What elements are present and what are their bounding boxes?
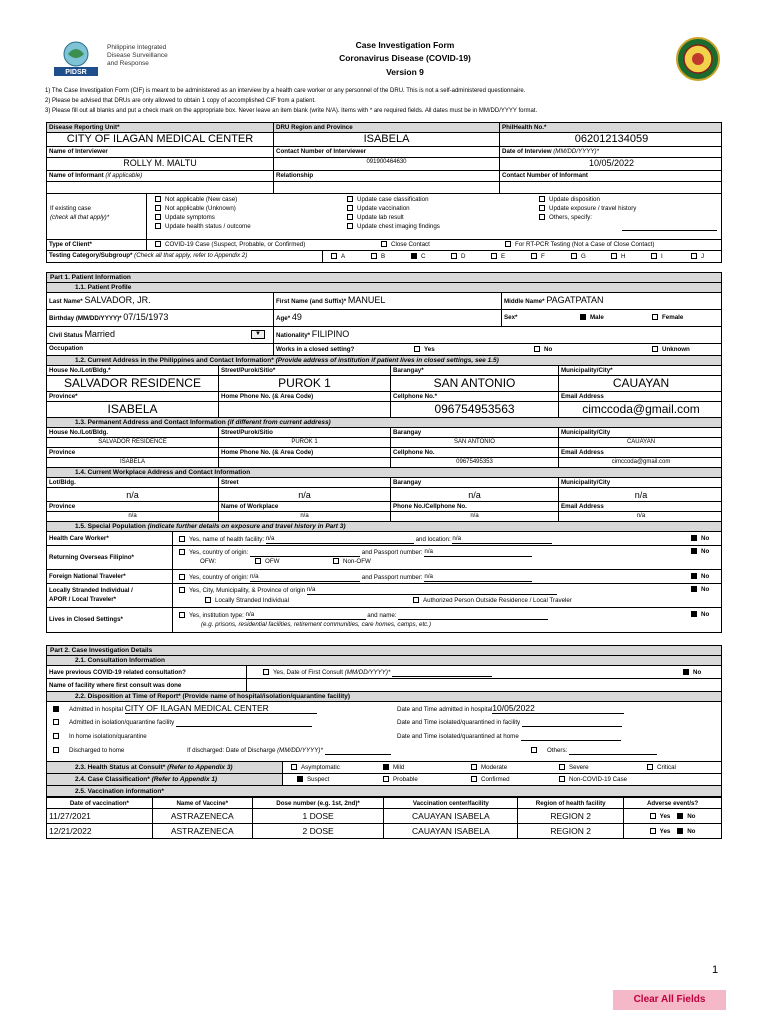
w-street-label: Street bbox=[221, 479, 239, 486]
bday-row: Birthday (MM/DD/YYYY)* 07/15/1973 Age* 49 Sex* Male Female bbox=[46, 310, 722, 327]
contact-field[interactable]: 091900464630 bbox=[366, 159, 407, 165]
chk-closed-set-no[interactable] bbox=[691, 611, 697, 617]
w-muni-field[interactable]: n/a bbox=[634, 490, 648, 500]
interviewer-label-row bbox=[46, 147, 722, 158]
case-class-row: 2.4. Case Classification* (Refer to Appendix 1) Suspect Probable Confirmed Non-COVID-19 Case bbox=[46, 774, 722, 786]
chk-test-i[interactable] bbox=[651, 253, 657, 259]
lsi-label-2: APOR / Local Traveler* bbox=[49, 596, 117, 603]
chk-confirmed[interactable] bbox=[471, 776, 477, 782]
prev-consult-row: Have previous COVID-19 related consultation? Yes, Date of First Consult (MM/DD/YYYY)* No bbox=[46, 666, 722, 679]
interviewer-value-row bbox=[46, 158, 722, 171]
interviewer-label: Name of Interviewer bbox=[49, 148, 108, 155]
interviewer-field[interactable]: ROLLY M. MALTU bbox=[123, 158, 197, 168]
informant-note: (if applicable) bbox=[105, 172, 143, 179]
vax-header: Region of health facility bbox=[518, 798, 624, 809]
occupation-label: Occupation bbox=[49, 345, 84, 352]
vax-header: Vaccination center/facility bbox=[384, 798, 518, 809]
s23-note: (Refer to Appendix 3) bbox=[167, 764, 233, 771]
brgy-label: Barangay* bbox=[393, 367, 424, 374]
w-name-label: Name of Workplace bbox=[221, 503, 279, 510]
prov-value-row bbox=[46, 402, 722, 418]
chk-update-vaccination[interactable] bbox=[347, 205, 353, 211]
p-muni-label: Municipality/City bbox=[561, 429, 611, 436]
p-house-field[interactable]: SALVADOR RESIDENCE bbox=[98, 439, 167, 445]
lsi-label-1: Locally Stranded Individual / bbox=[49, 587, 133, 594]
region-field[interactable]: ISABELA bbox=[363, 133, 410, 145]
form-title: Case Investigation Form bbox=[355, 40, 455, 50]
dru-label-row bbox=[46, 122, 722, 133]
note-1: 1) The Case Investigation Form (CIF) is meant to be administered as an interview by a health care worker or any personnel of the DRU. This is not a self-administered questionnaire. bbox=[45, 88, 526, 94]
w-prov-field[interactable]: n/a bbox=[128, 513, 137, 519]
s21-header bbox=[46, 656, 722, 666]
p-prov-label: Province bbox=[49, 449, 76, 456]
prov-field[interactable]: ISABELA bbox=[107, 402, 158, 416]
informant-field[interactable] bbox=[47, 182, 274, 193]
muni-label: Municipality/City* bbox=[561, 367, 613, 374]
closed-settings-example: (e.g. prisons, residential facilities, retirement communities, care homes, camps, etc.) bbox=[201, 621, 432, 628]
w-phone-field[interactable]: n/a bbox=[470, 513, 479, 519]
dt-iso-field[interactable] bbox=[522, 726, 622, 727]
chk-admitted-isolation[interactable] bbox=[53, 719, 59, 725]
w-brgy-field[interactable]: n/a bbox=[468, 490, 481, 500]
p-brgy-label: Barangay bbox=[393, 429, 422, 436]
closed-settings-row: Lives in Closed Settings* Yes, institution type: n/a and name: (e.g. prisons, residential facilities, retirement communities, care homes, camps, etc.) No bbox=[46, 608, 722, 633]
civil-label: Civil Status bbox=[49, 332, 83, 339]
facility-label: Name of facility where first consult was done bbox=[49, 682, 182, 689]
lsi-row: Locally Stranded Individual / APOR / Local Traveler* Yes, City, Municipality, & Province of origin n/a Locally Stranded Individual Authorized Person Outside Residence / Local Traveler No bbox=[46, 584, 722, 608]
vax-header: Name of Vaccine* bbox=[152, 798, 252, 809]
cif-form bbox=[46, 122, 722, 839]
testing-category-row: Testing Category/Subgroup* (Check all that apply, refer to Appendix 2) A B C D E F G H I J bbox=[46, 251, 722, 263]
w-email-label: Email Address bbox=[561, 503, 604, 510]
w-muni-label: Municipality/City bbox=[561, 479, 611, 486]
org-line3: and Response bbox=[107, 60, 149, 67]
chk-fnt-no[interactable] bbox=[691, 573, 697, 579]
chk-critical[interactable] bbox=[647, 764, 653, 770]
vax-region-field[interactable]: REGION 2 bbox=[518, 824, 624, 839]
existing-case-note: (check all that apply)* bbox=[50, 214, 110, 221]
doi-format: (MM/DD/YYYY)* bbox=[553, 148, 599, 155]
chk-test-g[interactable] bbox=[571, 253, 577, 259]
chk-update-symptoms[interactable] bbox=[155, 214, 161, 220]
home-phone-label: Home Phone No. (& Area Code) bbox=[221, 393, 314, 400]
org-name bbox=[107, 44, 168, 68]
p-cell-field[interactable]: 09675495353 bbox=[456, 459, 493, 465]
p-home-label: Home Phone No. (& Area Code) bbox=[221, 449, 314, 456]
bday-label: Birthday (MM/DD/YYYY)* bbox=[49, 315, 122, 322]
hcw-location-field[interactable]: n/a bbox=[452, 534, 552, 544]
addr-label-row bbox=[46, 366, 722, 376]
informant-label-row bbox=[46, 171, 722, 182]
chk-update-disposition[interactable] bbox=[539, 196, 545, 202]
existing-case-row: If existing case (check all that apply)* Not applicable (New case) Not applicable (Unknown) Update symptoms Update health status / outcome Update case classification Update vaccination Update lab result Update chest imaging findings Update disposition Update exposure / travel history Others, specify: bbox=[46, 194, 722, 240]
lsi-origin-field[interactable]: n/a bbox=[307, 585, 557, 595]
nationality-label: Nationality* bbox=[276, 332, 311, 339]
p-email-label: Email Address bbox=[561, 449, 604, 456]
s14-title: 1.4. Current Workplace Address and Contact Information bbox=[75, 469, 251, 476]
facility-row bbox=[46, 679, 722, 692]
chk-ofw[interactable] bbox=[255, 558, 261, 564]
middle-name-label: Middle Name* bbox=[504, 298, 545, 305]
client-type-row: Type of Client* COVID-19 Case (Suspect, Probable, or Confirmed) Close Contact For RT-PCR Testing (Not a Case of Close Contact) bbox=[46, 240, 722, 251]
work-prov-value-row bbox=[46, 512, 722, 522]
work-value-row bbox=[46, 488, 722, 502]
chk-lsi-yes[interactable] bbox=[179, 587, 185, 593]
disposition-block: Admitted in hospital CITY OF ILAGAN MEDICAL CENTER Date and Time admitted in hospital10/05/2022 Admitted in isolation/quarantine facility Date and Time isolated/quarantined in facility In home isolation/quarantine Date and Time isolated/quarantined at home Discharged to home If discharged: Date of Discharge (MM/DD/YYYY)* Others: bbox=[46, 702, 722, 762]
s14-header bbox=[46, 468, 722, 478]
chk-ofw-yes[interactable] bbox=[179, 549, 185, 555]
fnt-row: Foreign National Traveler* Yes, country of origin: n/a and Passport number: n/a No bbox=[46, 570, 722, 584]
perm-prov-value-row bbox=[46, 458, 722, 468]
chk-adverse-no[interactable] bbox=[677, 828, 683, 834]
contact-label: Contact Number of Interviewer bbox=[276, 148, 367, 155]
chk-hcw-yes[interactable] bbox=[179, 536, 185, 542]
facility-field[interactable] bbox=[247, 679, 723, 691]
chk-prev-yes[interactable] bbox=[263, 669, 269, 675]
chk-ofw-no[interactable] bbox=[691, 548, 697, 554]
vax-date-field[interactable]: 12/21/2022 bbox=[47, 824, 153, 839]
doi-field[interactable]: 10/05/2022 bbox=[588, 158, 635, 168]
first-name-field[interactable]: MANUEL bbox=[347, 295, 386, 305]
perm-label-row bbox=[46, 428, 722, 438]
vax-name-field[interactable]: ASTRAZENECA bbox=[152, 809, 252, 824]
w-phone-label: Phone No./Cellphone No. bbox=[393, 503, 467, 510]
chk-update-lab[interactable] bbox=[347, 214, 353, 220]
form-subtitle: Coronavirus Disease (COVID-19) bbox=[339, 53, 471, 63]
name-row bbox=[46, 293, 722, 310]
chk-test-a[interactable] bbox=[331, 253, 337, 259]
chk-others[interactable] bbox=[539, 214, 545, 220]
dru-label: Disease Reporting Unit* bbox=[49, 124, 120, 131]
s24-note: (Refer to Appendix 1) bbox=[151, 776, 218, 783]
p-muni-field[interactable]: CAUAYAN bbox=[626, 439, 656, 445]
chk-male[interactable] bbox=[580, 314, 586, 320]
house-field[interactable]: SALVADOR RESIDENCE bbox=[64, 376, 201, 390]
note-3: 3) Please fill out all blanks and put a check mark on the appropriate box. Never leave an item blank (write N/A). Items with * are required fields. All dates must be in MM/DD/YYYY format. bbox=[45, 108, 538, 114]
chevron-down-icon[interactable]: ▼ bbox=[251, 330, 265, 339]
dt-home-field[interactable] bbox=[521, 740, 621, 741]
chk-rtpcr[interactable] bbox=[505, 241, 511, 247]
chk-test-d[interactable] bbox=[451, 253, 457, 259]
chk-test-b[interactable] bbox=[371, 253, 377, 259]
chk-closed-no[interactable] bbox=[534, 346, 540, 352]
chk-unknown[interactable] bbox=[155, 205, 161, 211]
dt-iso-label: Date and Time isolated/quarantined in facility bbox=[397, 719, 521, 726]
dt-admitted-field[interactable]: 10/05/2022 bbox=[492, 704, 624, 714]
part2-header bbox=[46, 645, 722, 656]
s15-title: 1.5. Special Population bbox=[75, 523, 146, 530]
health-status-row: 2.3. Health Status at Consult* (Refer to Appendix 3) Asymptomatic Mild Moderate Severe Critical bbox=[46, 762, 722, 774]
chk-lsi[interactable] bbox=[205, 597, 211, 603]
chk-asymptomatic[interactable] bbox=[291, 764, 297, 770]
s21-title: 2.1. Consultation Information bbox=[75, 657, 165, 664]
s15-header bbox=[46, 522, 722, 532]
note-2: 2) Please be advised that DRUs are only allowed to obtain 1 copy of accomplished CIF from a patient. bbox=[45, 98, 316, 104]
existing-case-label: If existing case bbox=[50, 205, 91, 212]
chk-admitted-hospital[interactable] bbox=[53, 706, 59, 712]
chk-update-health-status[interactable] bbox=[155, 223, 161, 229]
vax-center-field[interactable]: CAUAYAN ISABELA bbox=[384, 809, 518, 824]
vax-dose-field[interactable]: 1 DOSE bbox=[252, 809, 384, 824]
chk-fnt-yes[interactable] bbox=[179, 574, 185, 580]
chk-female[interactable] bbox=[652, 314, 658, 320]
p-cell-label: Cellphone No. bbox=[393, 449, 435, 456]
p-email-field[interactable]: cimccoda@gmail.com bbox=[611, 459, 671, 465]
p-house-label: House No./Lot/Bldg. bbox=[49, 429, 109, 436]
philhealth-field[interactable]: 062012134059 bbox=[574, 133, 649, 145]
addr-value-row bbox=[46, 376, 722, 392]
w-prov-label: Province bbox=[49, 503, 76, 510]
work-label-row bbox=[46, 478, 722, 488]
vax-adverse: Yes No bbox=[624, 824, 722, 839]
chk-non-ofw[interactable] bbox=[333, 558, 339, 564]
s12-note: (Provide address of institution if patient lives in closed settings, see 1.5) bbox=[275, 357, 499, 364]
region-label: DRU Region and Province bbox=[276, 124, 353, 131]
hcw-row: Health Care Worker* Yes, name of health facility: n/a and location: n/a No bbox=[46, 532, 722, 546]
p-street-field[interactable]: PUROK 1 bbox=[291, 439, 318, 445]
first-consult-date-field[interactable] bbox=[392, 676, 492, 677]
chk-close-contact[interactable] bbox=[381, 241, 387, 247]
svg-text:PIDSR: PIDSR bbox=[65, 69, 87, 76]
hcw-label: Health Care Worker* bbox=[49, 535, 109, 542]
middle-name-field[interactable]: PAGATPATAN bbox=[546, 295, 604, 305]
s22-header bbox=[46, 692, 722, 702]
occupation-row: Occupation Works in a closed setting? Yes No Unknown bbox=[46, 344, 722, 356]
clear-all-fields-button[interactable]: Clear All Fields bbox=[613, 990, 726, 1010]
w-brgy-label: Barangay bbox=[393, 479, 422, 486]
vax-adverse: Yes No bbox=[624, 809, 722, 824]
spacer bbox=[46, 263, 722, 272]
s22-title: 2.2. Disposition at Time of Report* (Provide name of hospital/isolation/quarantine facility) bbox=[75, 693, 351, 700]
dt-admitted-label: Date and Time admitted in hospital bbox=[397, 706, 493, 713]
chk-moderate[interactable] bbox=[471, 764, 477, 770]
perm-value-row bbox=[46, 438, 722, 448]
w-lot-label: Lot/Bldg. bbox=[49, 479, 76, 486]
p-home-field[interactable] bbox=[219, 458, 391, 467]
testing-label: Testing Category/Subgroup* bbox=[49, 252, 133, 259]
others-disposition-field[interactable] bbox=[569, 754, 657, 755]
p-brgy-field[interactable]: SAN ANTONIO bbox=[454, 439, 495, 445]
s11-header bbox=[46, 283, 722, 293]
hcw-facility-field[interactable]: n/a bbox=[266, 534, 414, 544]
chk-test-j[interactable] bbox=[691, 253, 697, 259]
fnt-passport-field[interactable]: n/a bbox=[424, 572, 532, 582]
chk-mild[interactable] bbox=[383, 764, 389, 770]
nationality-field[interactable]: FILIPINO bbox=[311, 329, 350, 339]
s15-note: (indicate further details on exposure and travel history in Part 3) bbox=[147, 523, 346, 530]
chk-test-f[interactable] bbox=[531, 253, 537, 259]
prev-consult-label: Have previous COVID-19 related consultation? bbox=[49, 669, 186, 676]
p-prov-field[interactable]: ISABELA bbox=[119, 459, 145, 465]
p-street-label: Street/Purok/Sitio bbox=[221, 429, 273, 436]
last-name-field[interactable]: SALVADOR, JR. bbox=[84, 295, 151, 305]
dru-value-row bbox=[46, 133, 722, 147]
s23-title: 2.3. Health Status at Consult* bbox=[75, 764, 166, 771]
fnt-country-field[interactable]: n/a bbox=[250, 572, 360, 582]
work-prov-label-row bbox=[46, 502, 722, 512]
bday-field[interactable]: 07/15/1973 bbox=[123, 312, 169, 322]
philhealth-label: PhilHealth No.* bbox=[502, 124, 547, 131]
civil-row bbox=[46, 327, 722, 344]
chk-others-disposition[interactable] bbox=[531, 747, 537, 753]
table-row bbox=[47, 824, 722, 839]
cell-label: Cellphone No.* bbox=[393, 393, 438, 400]
w-lot-field[interactable]: n/a bbox=[126, 490, 139, 500]
chk-adverse-no[interactable] bbox=[677, 813, 683, 819]
chk-update-chest[interactable] bbox=[347, 223, 353, 229]
chk-discharged[interactable] bbox=[53, 747, 59, 753]
chk-hcw-no[interactable] bbox=[691, 535, 697, 541]
org-line2: Disease Surveillance bbox=[107, 52, 168, 59]
institution-type-field[interactable]: n/a bbox=[246, 610, 366, 620]
vax-header: Dose number (e.g. 1st, 2nd)* bbox=[252, 798, 384, 809]
ofw-row: Returning Overseas Filipino* Yes, country of origin: and Passport number: n/a OFW: OFW Non-OFW No bbox=[46, 546, 722, 570]
perm-prov-label-row bbox=[46, 448, 722, 458]
s24-title: 2.4. Case Classification* bbox=[75, 776, 150, 783]
informant-contact-field[interactable] bbox=[500, 182, 723, 193]
civil-status-select[interactable]: Married bbox=[84, 329, 115, 339]
chk-test-h[interactable] bbox=[611, 253, 617, 259]
chk-probable[interactable] bbox=[383, 776, 389, 782]
org-line1: Philippine Integrated bbox=[107, 44, 167, 51]
table-row bbox=[47, 809, 722, 824]
w-email-field[interactable]: n/a bbox=[636, 513, 646, 519]
email-label: Email Address bbox=[561, 393, 604, 400]
vax-date-field[interactable]: 11/27/2021 bbox=[47, 809, 153, 824]
doi-label: Date of Interview bbox=[502, 148, 552, 155]
house-label: House No./Lot/Bldg.* bbox=[49, 367, 111, 374]
chk-lsi-no[interactable] bbox=[691, 586, 697, 592]
discharge-date-label: If discharged: Date of Discharge bbox=[187, 747, 276, 754]
informant-contact-label: Contact Number of Informant bbox=[502, 172, 588, 179]
sex-label: Sex* bbox=[504, 314, 518, 321]
part1-header bbox=[46, 272, 722, 283]
doh-seal bbox=[676, 37, 720, 81]
s25-title: 2.5. Vaccination information* bbox=[75, 788, 164, 795]
dt-home-label: Date and Time isolated/quarantined at home bbox=[397, 733, 519, 740]
vax-center-field[interactable]: CAUAYAN ISABELA bbox=[384, 824, 518, 839]
s11-title: 1.1. Patient Profile bbox=[75, 284, 132, 291]
vax-header-row bbox=[47, 798, 722, 809]
chk-adverse-yes[interactable] bbox=[650, 828, 656, 834]
relationship-field[interactable] bbox=[274, 182, 500, 193]
prov-label-row bbox=[46, 392, 722, 402]
age-field[interactable]: 49 bbox=[291, 312, 302, 322]
chk-new-case[interactable] bbox=[155, 196, 161, 202]
vaccination-table bbox=[46, 797, 722, 839]
page-number: 1 bbox=[712, 964, 719, 976]
chk-severe[interactable] bbox=[559, 764, 565, 770]
vax-dose-field[interactable]: 2 DOSE bbox=[252, 824, 384, 839]
street-field[interactable]: PUROK 1 bbox=[278, 376, 331, 390]
chk-update-exposure[interactable] bbox=[539, 205, 545, 211]
chk-adverse-yes[interactable] bbox=[650, 813, 656, 819]
chk-covid-case[interactable] bbox=[155, 241, 161, 247]
first-name-label: First Name (and Suffix)* bbox=[276, 298, 347, 305]
street-label: Street/Purok/Sitio* bbox=[221, 367, 276, 374]
closed-settings-label: Lives in Closed Settings* bbox=[49, 616, 123, 623]
dru-field[interactable]: CITY OF ILAGAN MEDICAL CENTER bbox=[66, 133, 254, 145]
ofw-type-label: OFW: bbox=[200, 558, 217, 565]
chk-prev-no[interactable] bbox=[683, 669, 689, 675]
informant-label: Name of Informant bbox=[49, 172, 104, 179]
part2-title: Part 2. Case Investigation Details bbox=[50, 647, 153, 654]
pidsr-logo bbox=[52, 40, 100, 76]
s13-title: 1.3. Permanent Address and Contact Information bbox=[75, 419, 226, 426]
form-version: Version 9 bbox=[386, 67, 424, 77]
closed-setting-label: Works in a closed setting? bbox=[276, 346, 355, 353]
email-field[interactable]: cimccoda@gmail.com bbox=[582, 402, 700, 416]
vax-region-field[interactable]: REGION 2 bbox=[518, 809, 624, 824]
muni-field[interactable]: CAUAYAN bbox=[612, 376, 670, 390]
hospital-name-field[interactable]: CITY OF ILAGAN MEDICAL CENTER bbox=[125, 704, 317, 714]
w-name-field[interactable]: n/a bbox=[300, 513, 309, 519]
s12-title: 1.2. Current Address in the Philippines and Contact Information* bbox=[75, 357, 274, 364]
chk-apor[interactable] bbox=[413, 597, 419, 603]
age-label: Age* bbox=[276, 315, 291, 322]
chk-closed-unknown[interactable] bbox=[652, 346, 658, 352]
chk-closed-yes[interactable] bbox=[414, 346, 420, 352]
s13-header bbox=[46, 418, 722, 428]
prov-label: Province* bbox=[49, 393, 78, 400]
w-street-field[interactable]: n/a bbox=[298, 490, 311, 500]
part1-title: Part 1. Patient Information bbox=[50, 274, 131, 281]
isolation-facility-field[interactable] bbox=[176, 726, 312, 727]
informant-value-row bbox=[46, 182, 722, 194]
chk-non-covid[interactable] bbox=[559, 776, 565, 782]
ofw-label: Returning Overseas Filipino* bbox=[49, 554, 134, 561]
cell-field[interactable]: 096754953563 bbox=[434, 402, 515, 416]
others-specify-field[interactable] bbox=[622, 230, 717, 231]
last-name-label: Last Name* bbox=[49, 298, 83, 305]
vax-header: Adverse event/s? bbox=[624, 798, 722, 809]
home-phone-field[interactable] bbox=[219, 402, 391, 417]
testing-note: (Check all that apply, refer to Appendix 2) bbox=[134, 252, 248, 259]
relationship-label: Relationship bbox=[276, 172, 314, 179]
s25-header bbox=[46, 786, 722, 797]
s12-header bbox=[46, 356, 722, 366]
chk-update-classification[interactable] bbox=[347, 196, 353, 202]
chk-closed-set-yes[interactable] bbox=[179, 612, 185, 618]
vax-name-field[interactable]: ASTRAZENECA bbox=[152, 824, 252, 839]
brgy-field[interactable]: SAN ANTONIO bbox=[433, 376, 516, 390]
vax-header: Date of vaccination* bbox=[47, 798, 153, 809]
discharge-date-field[interactable] bbox=[325, 754, 391, 755]
chk-home-isolation[interactable] bbox=[53, 733, 59, 739]
chk-suspect[interactable] bbox=[297, 776, 303, 782]
client-type-label: Type of Client* bbox=[49, 241, 92, 248]
fnt-label: Foreign National Traveler* bbox=[49, 573, 126, 580]
chk-test-e[interactable] bbox=[491, 253, 497, 259]
chk-test-c[interactable] bbox=[411, 253, 417, 259]
s13-note: (if different from current address) bbox=[227, 419, 331, 426]
spacer bbox=[46, 633, 722, 645]
ofw-passport-field[interactable]: n/a bbox=[424, 547, 532, 557]
